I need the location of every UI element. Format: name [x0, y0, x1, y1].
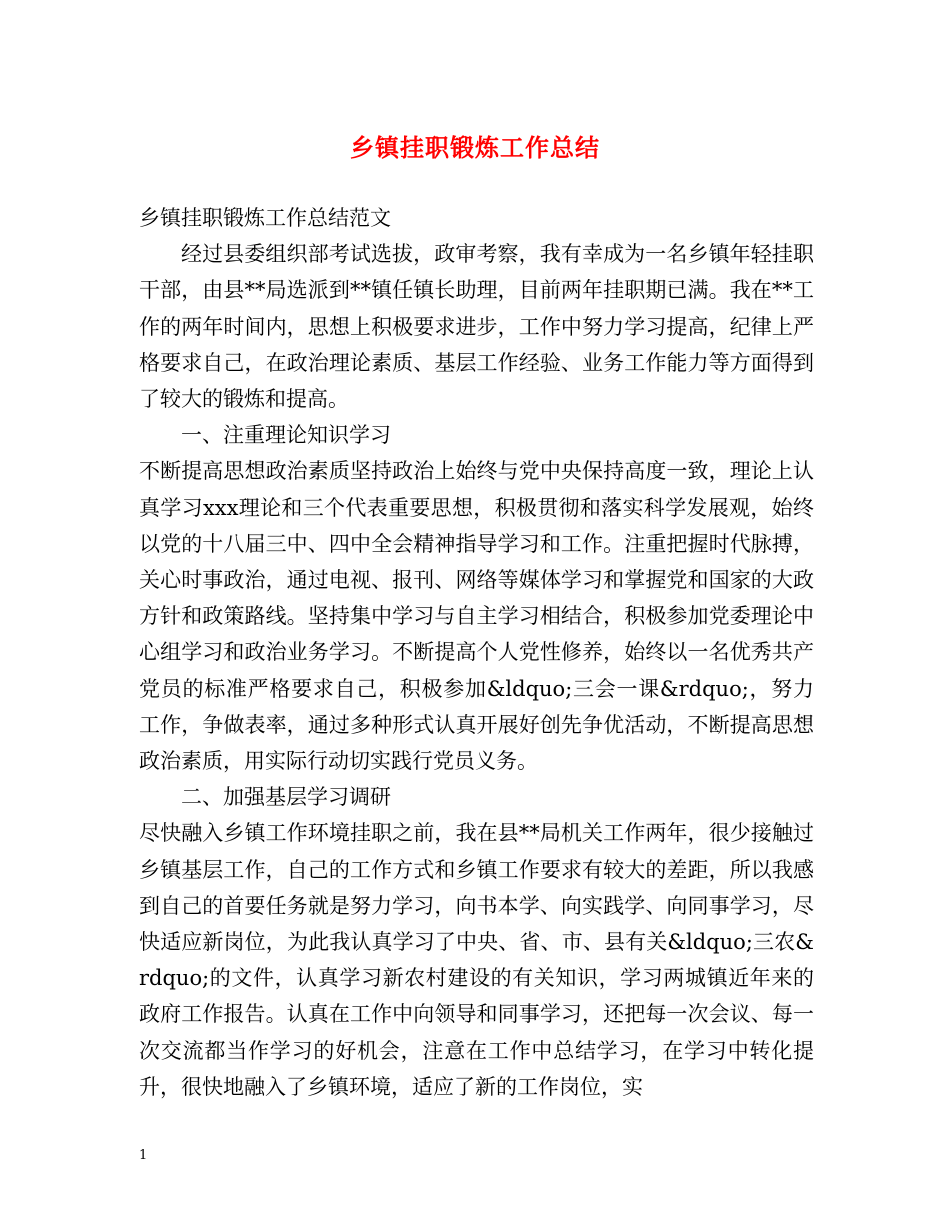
section-heading-1: 一、注重理论知识学习: [181, 423, 391, 448]
document-title: 乡镇挂职锻炼工作总结: [350, 133, 600, 162]
page-number: 1: [139, 1148, 148, 1163]
section-1-paragraph: 不断提高思想政治素质坚持政治上始终与党中央保持高度一致，理论上认真学习xxx理论和三个代表重要思想，积极贯彻和落实科学发展观，始终以党的十八届三中、四中全会精神指导学习和工作。注重把握时代脉搏，关心时事政治，通过电视、报刊、网络等媒体学习和掌握党和国家的大政方针和政策路线。坚持集中学习与自主学习相结合，积极参加党委理论中心组学习和政治业务学习。不断提高个人党性修养，始终以一名优秀共产党员的标准严格要求自己，积极参加&ldquo;三会一课&rdquo;，努力工作，争做表率，通过多种形式认真开展好创先争优活动，不断提高思想政治素质，用实际行动切实践行党员义务。: [139, 459, 814, 774]
document-body: [139, 200, 814, 1105]
section-heading-2: 二、加强基层学习调研: [181, 785, 391, 810]
intro-paragraph: 经过县委组织部考试选拔，政审考察，我有幸成为一名乡镇年轻挂职干部，由县**局选派到**镇任镇长助理，目前两年挂职期已满。我在**工作的两年时间内，思想上积极要求进步，工作中努力学习提高，纪律上严格要求自己，在政治理论素质、基层工作经验、业务工作能力等方面得到了较大的锻炼和提高。: [139, 242, 814, 412]
section-2-paragraph: 尽快融入乡镇工作环境挂职之前，我在县**局机关工作两年，很少接触过乡镇基层工作，自己的工作方式和乡镇工作要求有较大的差距，所以我感到自己的首要任务就是努力学习，向书本学、向实践学、向同事学习，尽快适应新岗位，为此我认真学习了中央、省、市、县有关&ldquo;三农&rdquo;的文件，认真学习新农村建设的有关知识，学习两城镇近年来的政府工作报告。认真在工作中向领导和同事学习，还把每一次会议、每一次交流都当作学习的好机会，注意在工作中总结学习，在学习中转化提升，很快地融入了乡镇环境，适应了新的工作岗位，实: [139, 821, 814, 1099]
document-subtitle: 乡镇挂职锻炼工作总结范文: [139, 206, 391, 230]
